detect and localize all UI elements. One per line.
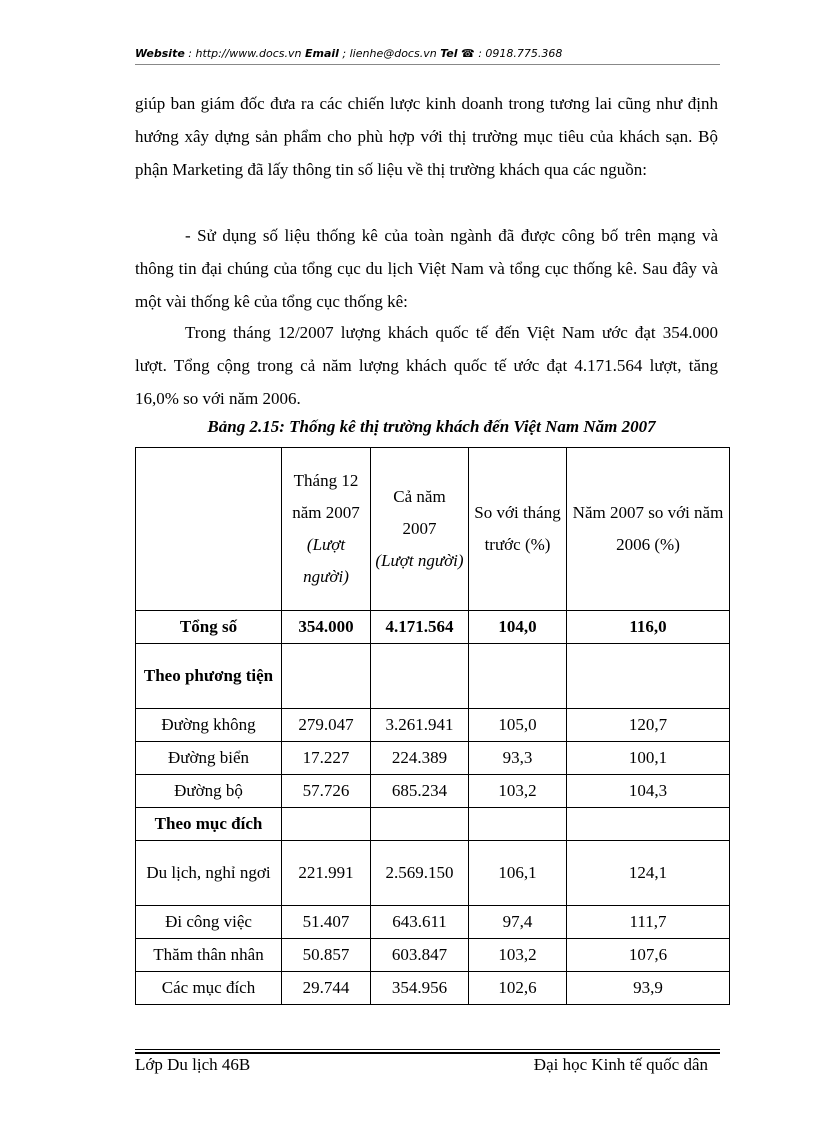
table-cell: 116,0 (567, 611, 730, 644)
table-cell: 279.047 (282, 709, 371, 742)
table-cell: 100,1 (567, 742, 730, 775)
table-cell: Du lịch, nghỉ ngơi (136, 841, 282, 906)
table-cell (469, 808, 567, 841)
tel-value: : 0918.775.368 (474, 47, 563, 60)
email-value[interactable]: ; lienhe@docs.vn (338, 47, 441, 60)
table-caption: Bảng 2.15: Thống kê thị trường khách đến Việt Nam Năm 2007 (207, 417, 656, 436)
table-cell: 93,9 (567, 972, 730, 1005)
paragraph-3: Trong tháng 12/2007 lượng khách quốc tế đến Việt Nam ước đạt 354.000 lượt. Tổng cộng trong cả năm lượng khách quốc tế ước đạt 4.171.564 lượt, tăng 16,0% so với năm 2006. (135, 323, 718, 408)
table-cell: 103,2 (469, 775, 567, 808)
header-cell-label (136, 448, 282, 611)
footer-divider-bottom (135, 1052, 720, 1054)
table-row (136, 808, 730, 841)
table-row (136, 841, 730, 906)
website-label: Website (135, 47, 185, 60)
table-cell: 224.389 (371, 742, 469, 775)
footer-class: Lớp Du lịch 46B (135, 1055, 251, 1074)
tel-label: Tel (440, 47, 458, 60)
header-cell-vs-2006: Năm 2007 so với năm 2006 (%) (567, 448, 730, 611)
website-value[interactable]: : http://www.docs.vn (184, 47, 305, 60)
phone-icon: ☎ (461, 47, 475, 60)
table-cell: 106,1 (469, 841, 567, 906)
header-cell-dec: Tháng 12 năm 2007 (Lượt người) (282, 448, 371, 611)
table-cell: 107,6 (567, 939, 730, 972)
email-label: Email (304, 47, 339, 60)
table-row (136, 644, 730, 709)
table-cell: 103,2 (469, 939, 567, 972)
table-cell (371, 808, 469, 841)
table-cell: 354.000 (282, 611, 371, 644)
table-cell: Đường biển (136, 742, 282, 775)
table-cell: 105,0 (469, 709, 567, 742)
table-cell: 685.234 (371, 775, 469, 808)
paragraph-2: - Sử dụng số liệu thống kê của toàn ngành đã được công bố trên mạng và thông tin đại chúng của tổng cục du lịch Việt Nam và tổng cục thống kê. Sau đây và một vài thống kê của tổng cục thống kê: (135, 226, 718, 311)
table-cell: Đường bộ (136, 775, 282, 808)
table-cell: 102,6 (469, 972, 567, 1005)
table-cell: Theo mục đích (136, 808, 282, 841)
footer-university: Đại học Kinh tế quốc dân (533, 1055, 708, 1074)
table-cell: Các mục đích (136, 972, 282, 1005)
table-cell (282, 644, 371, 709)
header-cell-year: Cả năm 2007 (Lượt người) (371, 448, 469, 611)
table-cell: 2.569.150 (371, 841, 469, 906)
table-cell: 29.744 (282, 972, 371, 1005)
table-cell: 93,3 (469, 742, 567, 775)
table-cell: 51.407 (282, 906, 371, 939)
table-cell (371, 644, 469, 709)
table-cell: Đi công việc (136, 906, 282, 939)
table-cell: 50.857 (282, 939, 371, 972)
table-cell: Thăm thân nhân (136, 939, 282, 972)
table-cell: 603.847 (371, 939, 469, 972)
table-row (136, 709, 730, 742)
table-cell: Theo phương tiện (136, 644, 282, 709)
table-cell: 120,7 (567, 709, 730, 742)
footer-divider-top (135, 1049, 720, 1050)
table-cell: 104,0 (469, 611, 567, 644)
table-row (136, 906, 730, 939)
header-cell-prev-month: So với tháng trước (%) (469, 448, 567, 611)
table-cell (567, 644, 730, 709)
table-cell: Tổng số (136, 611, 282, 644)
table-cell: 111,7 (567, 906, 730, 939)
table-header-row (136, 448, 730, 611)
table-row (136, 972, 730, 1005)
table-cell: 4.171.564 (371, 611, 469, 644)
table-cell (567, 808, 730, 841)
statistics-table (135, 447, 730, 1005)
page-header (135, 47, 720, 60)
table-cell: Đường không (136, 709, 282, 742)
table-row (136, 775, 730, 808)
table-cell: 57.726 (282, 775, 371, 808)
table-cell: 104,3 (567, 775, 730, 808)
table-cell: 221.991 (282, 841, 371, 906)
table-cell: 17.227 (282, 742, 371, 775)
header-divider (135, 64, 720, 65)
table-cell: 124,1 (567, 841, 730, 906)
table-cell: 97,4 (469, 906, 567, 939)
table-row (136, 939, 730, 972)
table-cell (469, 644, 567, 709)
table-cell: 3.261.941 (371, 709, 469, 742)
table-cell (282, 808, 371, 841)
table-row (136, 742, 730, 775)
table-cell: 643.611 (371, 906, 469, 939)
table-row (136, 611, 730, 644)
paragraph-1: giúp ban giám đốc đưa ra các chiến lược kinh doanh trong tương lai cũng như định hướng xây dựng sản phẩm cho phù hợp với thị trường mục tiêu của khách sạn. Bộ phận Marketing đã lấy thông tin số liệu về thị trường khách qua các nguồn: (135, 94, 718, 179)
table-cell: 354.956 (371, 972, 469, 1005)
